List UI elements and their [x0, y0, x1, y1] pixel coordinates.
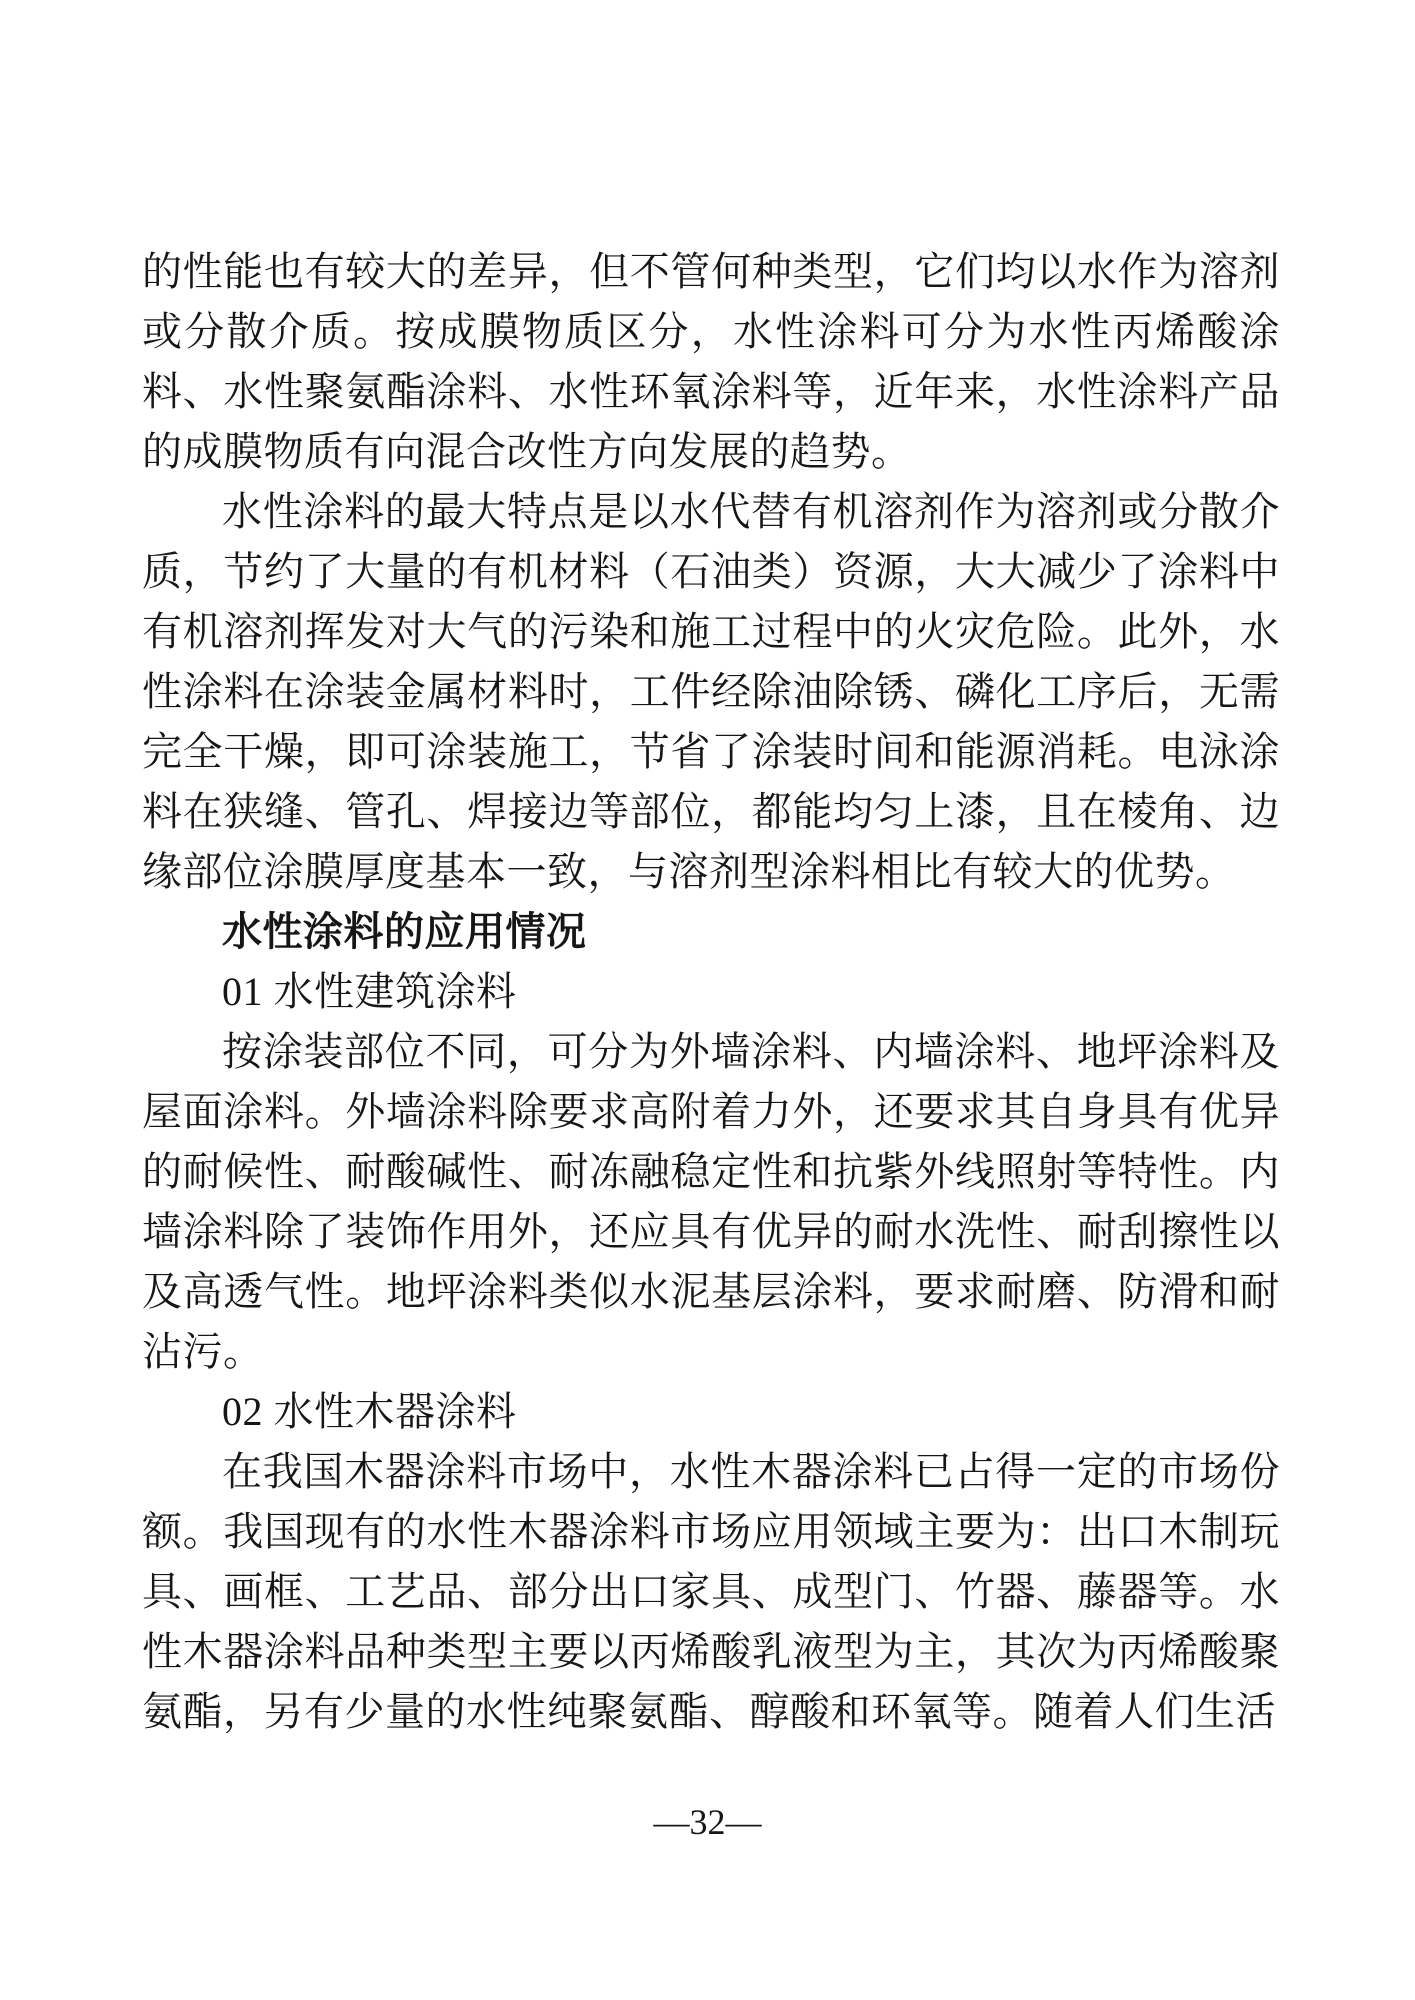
section-heading: 水性涂料的应用情况 [222, 909, 587, 954]
subsection-heading-01: 01 水性建筑涂料 [222, 969, 517, 1014]
paragraph: 的性能也有较大的差异，但不管何种类型，它们均以水作为溶剂或分散介质。按成膜物质区分，水性涂料可分为水性丙烯酸涂料、水性聚氨酯涂料、水性环氧涂料等，近年来，水性涂料产品的成膜物质有向混合改性方向发展的趋势。 [142, 249, 1280, 474]
text-area [142, 242, 1280, 1742]
paragraph: 水性涂料的最大特点是以水代替有机溶剂作为溶剂或分散介质，节约了大量的有机材料（石油类）资源，大大减少了涂料中有机溶剂挥发对大气的污染和施工过程中的火灾危险。此外，水性涂料在涂装金属材料时，工件经除油除锈、磷化工序后，无需完全干燥，即可涂装施工，节省了涂装时间和能源消耗。电泳涂料在狭缝、管孔、焊接边等部位，都能均匀上漆，且在棱角、边缘部位涂膜厚度基本一致，与溶剂型涂料相比有较大的优势。 [142, 489, 1280, 894]
paragraph: 按涂装部位不同，可分为外墙涂料、内墙涂料、地坪涂料及屋面涂料。外墙涂料除要求高附着力外，还要求其自身具有优异的耐候性、耐酸碱性、耐冻融稳定性和抗紫外线照射等特性。内墙涂料除了装饰作用外，还应具有优异的耐水洗性、耐刮擦性以及高透气性。地坪涂料类似水泥基层涂料，要求耐磨、防滑和耐沾污。 [142, 1029, 1280, 1374]
page-number: —32— [653, 1802, 762, 1842]
paragraph: 在我国木器涂料市场中，水性木器涂料已占得一定的市场份额。我国现有的水性木器涂料市场应用领域主要为：出口木制玩具、画框、工艺品、部分出口家具、成型门、竹器、藤器等。水性木器涂料品种类型主要以丙烯酸乳液型为主，其次为丙烯酸聚氨酯，另有少量的水性纯聚氨酯、醇酸和环氧等。随着人们生活 [142, 1449, 1280, 1734]
subsection-heading-02: 02 水性木器涂料 [222, 1389, 517, 1434]
